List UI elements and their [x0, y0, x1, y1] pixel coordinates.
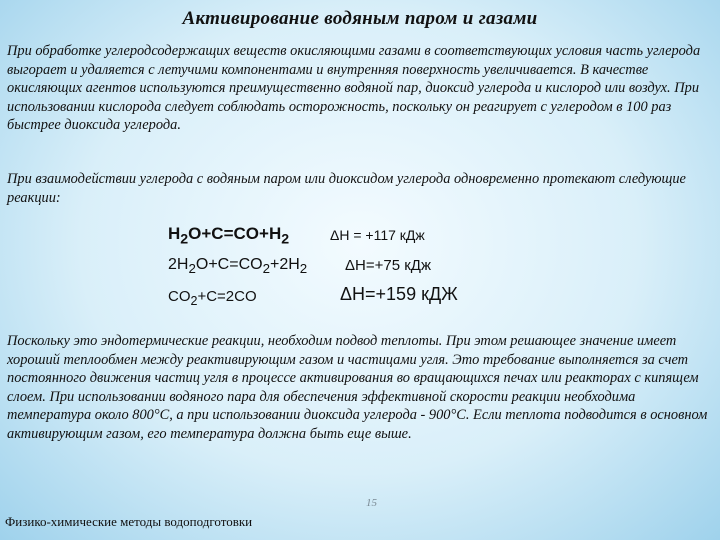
footer-text: Физико-химические методы водоподготовки: [5, 514, 253, 529]
reaction-3-equation: $CO_2+C=2CO$: [168, 288, 257, 308]
reaction-1-enthalpy: ΔH = +117 кДж: [330, 227, 425, 243]
page-number: 15: [366, 497, 377, 509]
reaction-3-enthalpy: ΔH=+159 кДЖ: [340, 284, 458, 304]
reaction-2-enthalpy: ΔH=+75 кДж: [345, 257, 431, 274]
intro-paragraph: При обработке углеродсодержащих веществ окисляющими газами в соответствующих условия часть углерода выгорает и удаляется с летучими компонентами и внутренняя поверхность увеличивается. В качестве окисляющих агентов используются преимущественно водяной пар, диоксид углерода и кислород или воздух. При использовании кислорода следует соблюдать осторожность, поскольку он реагирует с углеродом в 100 раз быстрее диоксида углерода.: [7, 43, 701, 134]
reaction-2-equation: $2H_2O+C=CO_2+2H_2$: [168, 256, 308, 277]
reactions-intro-paragraph: При взаимодействии углерода с водяным паром или диоксидом углерода одновременно протекают следующие реакции:: [7, 171, 686, 206]
page-title: Активирование водяным паром и газами: [182, 8, 538, 29]
reaction-1-equation: $H_2O+C=CO+H_2$: [168, 224, 290, 248]
heat-transfer-paragraph: Поскольку это эндотермические реакции, необходим подвод теплоты. При этом решающее значение имеет хороший теплообмен между реактивирующим газом и частицами угля. Это требование выполняется за счет постоянного движения частиц угля в процессе активирования во вращающихся печах или реакторах с кипящем слоем. При использовании водяного пара для обеспечения эффективной скорости реакции необходима температура около 800°С, а при использовании диоксида углерода - 900°С. Если теплота подводится в основном активирующим газом, его температура должна быть еще выше.: [7, 333, 708, 442]
